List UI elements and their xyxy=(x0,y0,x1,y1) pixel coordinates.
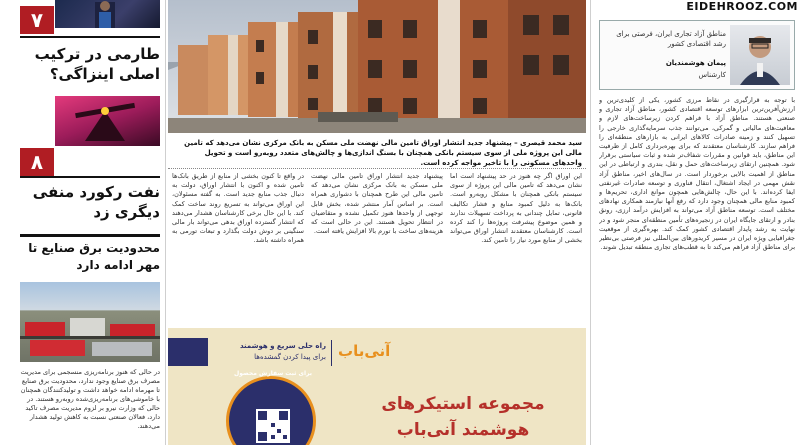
author-box xyxy=(599,20,795,90)
author-role: کارشناس xyxy=(698,71,726,79)
article-column-middle: پیشنهاد جدید انتشار اوراق تامین مالی نهضت ملی مسکن به بانک مرکزی نشان می‌دهد که تامین مالی این طرح همچنان با دشواری همراه است. بر اساس آمار منتشر شده، بخش قابل توجهی از واحدها هنوز تکمیل نشده و متقاضیان در انتظار تحویل هستند. این در حالی است که هزینه‌های ساخت با تورم بالا افزایش یافته است. xyxy=(311,172,443,236)
ad-slogan-line1: راه حلی سریع و هوشمند xyxy=(239,342,326,350)
left-column xyxy=(0,0,163,445)
teaser-headline-oil[interactable]: نفت رکورد منفی دیگری زد xyxy=(32,183,160,221)
player-silhouette-icon xyxy=(55,0,160,28)
ad-order-text: برای ثبت سفارش محصول xyxy=(234,370,312,377)
ad-qr-badge[interactable] xyxy=(226,376,316,445)
industrial-park-photo[interactable] xyxy=(20,282,160,362)
ad-brand-logo: آنی‌باب xyxy=(338,342,391,360)
item-number-badge: ۸ xyxy=(20,148,54,176)
electricity-article-text: در حالی که هنوز برنامه‌ریزی منسجمی برای مدیریت مصرف برق صنایع وجود ندارد، محدودیت برق صنایع تا مهرماه ادامه خواهد داشت و تولیدکنندگان همچنان با خاموشی‌های برنامه‌ریزی‌شده روبه‌رو هستند. در حالی که وزارت نیرو بر لزوم مدیریت مصرف تاکید دارد، فعالان صنعتی نسبت به کاهش تولید هشدار می‌دهند. xyxy=(20,368,160,430)
article-column-right: این اوراق اگر چه هنوز در حد پیشنهاد است اما نشان می‌دهد که تامین مالی این پروژه از سوی سیستم بانکی همچنان با مشکل روبه‌رو است. بانک‌ها به دلیل کمبود منابع و فشار تکالیف قانونی، تمایل چندانی به پرداخت تسهیلات ندارند و همین موضوع پیشرفت پروژه‌ها را کند کرده است. کارشناسان معتقدند انتشار اوراق می‌تواند بخشی از منابع مورد نیاز را تامین کند. xyxy=(450,172,582,245)
divider xyxy=(168,168,586,169)
teaser-headline-electricity[interactable]: محدودیت برق صنایع تا مهر ادامه دارد xyxy=(28,241,160,272)
qr-code-icon xyxy=(229,379,316,445)
divider xyxy=(20,36,160,38)
photo-caption: سید محمد قیصری – پیشنهاد جدید انتشار اوراق تامین مالی نهضت ملی مسکن به بانک مرکزی نشان می‌دهد که تامین مالی این پروژه ملی از سوی سیستم بانکی همچنان با بسنگ اندازی‌ها و چالش‌های متعدد روبه‌رو است و تحویل واحدهای مسکونی را با تاخیر مواجه کرده است. xyxy=(184,139,582,167)
ad-slogan-line2: برای پیدا کردن گمشده‌ها xyxy=(254,353,326,361)
article-column-left: در واقع تا کنون بخشی از منابع از طریق بانک‌ها تامین شده و اکنون با انتشار اوراق، دولت به دنبال جذب منابع جدید است. به گفته مسئولان، این اوراق می‌تواند به تسریع روند ساخت کمک کند. با این حال برخی کارشناسان هشدار می‌دهند که انتشار گسترده اوراق بدهی می‌تواند بار مالی سنگینی بر دوش دولت بگذارد و تبعات تورمی به همراه داشته باشد. xyxy=(172,172,304,245)
oil-thumbnail[interactable] xyxy=(55,96,160,146)
factory-roofs-icon xyxy=(20,282,160,362)
footballer-thumbnail[interactable] xyxy=(55,0,160,28)
divider xyxy=(20,176,160,178)
ad-separator xyxy=(331,340,332,366)
right-article-text: با توجه به قرارگیری در نقاط مرزی کشور، یکی از کلیدی‌ترین و ارزش‌آفرین‌ترین ابزارهای توسعه اقتصادی کشور، مناطق آزاد تجاری و صنعتی هستند. مناطق آزاد با فراهم کردن زیرساخت‌های لازم و معافیت‌های مالیاتی و گمرکی، می‌توانند جذب سرمایه‌گذاری خارجی را تسهیل کنند و زمینه صادرات کالاهای ایرانی به بازارهای منطقه‌ای را فراهم سازند. کارشناسان معتقدند که برای بهره‌برداری کامل از ظرفیت این مناطق، باید قوانین و مقررات شفاف‌تر شده و ثبات سیاستی برقرار شود. همچنین ارتقای زیرساخت‌های حمل و نقل، بندری و ارتباطی در این مناطق از اهمیت بالایی برخوردار است. در سال‌های اخیر، مناطق آزاد نقش مهمی در ایجاد اشتغال، انتقال فناوری و توسعه صادرات غیرنفتی ایفا کرده‌اند. با این حال، چالش‌هایی همچون موانع اداری، تحریم‌ها و کمبود منابع مالی همچنان وجود دارد که رفع آنها نیازمند همکاری نهادهای مختلف است. توسعه مناطق آزاد می‌تواند به افزایش درآمد ارزی، رونق بنادر و ارتقای جایگاه ایران در زنجیره‌های تأمین منطقه‌ای منجر شود و در نهایت به رشد پایدار اقتصادی کشور کمک کند. بهره‌گیری از موقعیت جغرافیایی ویژه ایران در مسیر کریدورهای بین‌المللی نیز فرصتی بی‌نظیر برای مناطق آزاد فراهم می‌کند تا به قطب‌های تجاری منطقه تبدیل شوند. xyxy=(599,96,795,252)
column-separator xyxy=(590,0,591,445)
author-portrait-icon xyxy=(730,25,790,85)
site-url[interactable]: EIDEHROOZ.COM xyxy=(686,0,798,13)
author-box-headline: مناطق آزاد تجاری ایران، فرصتی برای رشد اقتصادی کشور xyxy=(616,30,726,48)
author-name: پیمان هوشمندیان xyxy=(665,59,726,67)
ad-headline-1: مجموعه استیکرهای xyxy=(381,394,545,414)
ad-headline-2: هوشمند آنی‌باب xyxy=(396,420,530,440)
author-photo xyxy=(730,25,790,85)
sticker-advertisement[interactable] xyxy=(168,328,586,445)
column-separator xyxy=(165,0,166,445)
oil-pump-icon xyxy=(55,96,160,146)
ad-navy-block xyxy=(168,338,208,366)
item-number-badge: ۷ xyxy=(20,6,54,34)
apartment-buildings-icon xyxy=(168,0,586,133)
right-column xyxy=(593,0,800,445)
divider xyxy=(20,234,160,237)
housing-project-photo[interactable] xyxy=(168,0,586,133)
teaser-headline-taremi[interactable]: طارمی در ترکیب اصلی اینزاگی؟ xyxy=(34,45,160,83)
center-column xyxy=(168,0,586,445)
